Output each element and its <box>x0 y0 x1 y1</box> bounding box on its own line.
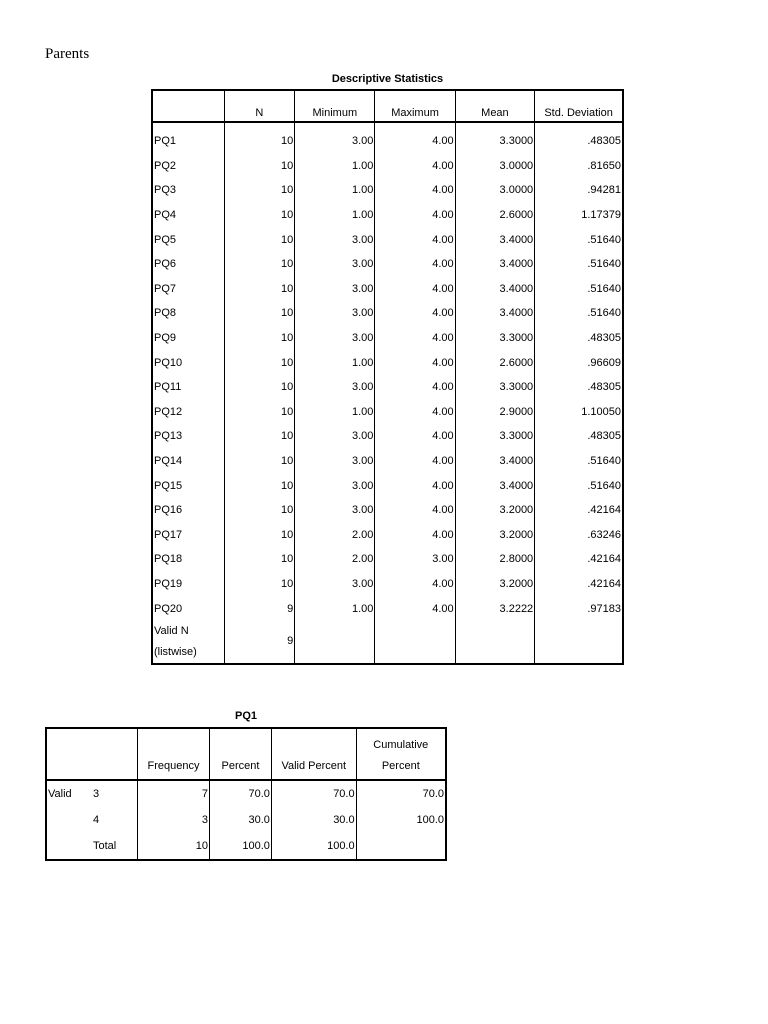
table-row <box>152 498 623 523</box>
descriptive-statistics-title: Descriptive Statistics <box>331 73 444 85</box>
row-label: PQ14 <box>154 455 183 468</box>
table-row <box>152 203 623 228</box>
table-header-row <box>46 728 446 780</box>
maximum-cell: 4.00 <box>375 178 455 203</box>
table-row <box>152 449 623 474</box>
maximum-cell: 4.00 <box>375 572 455 597</box>
minimum-cell: 3.00 <box>295 375 375 400</box>
valid-percent-cell: 30.0 <box>271 807 356 833</box>
n-cell: 10 <box>224 178 295 203</box>
valid-percent-cell: 100.0 <box>271 833 356 860</box>
n-cell: 10 <box>224 301 295 326</box>
row-label: PQ13 <box>154 430 183 443</box>
mean-cell: 3.3000 <box>455 122 535 154</box>
mean-cell: 3.4000 <box>455 301 535 326</box>
header-cell: Std. Deviation <box>535 90 623 122</box>
std-deviation-cell: 1.10050 <box>535 400 623 425</box>
mean-cell: 2.6000 <box>455 203 535 228</box>
table-row-valid-n <box>152 621 623 664</box>
n-cell: 10 <box>224 154 295 179</box>
header-percent: Percent <box>210 728 272 780</box>
table-header-row <box>152 90 623 122</box>
minimum-cell: 3.00 <box>295 424 375 449</box>
value-label: Total <box>92 840 117 852</box>
maximum-cell: 4.00 <box>375 301 455 326</box>
row-label: PQ20 <box>154 602 183 615</box>
table-cell-empty <box>455 621 535 664</box>
cumulative-percent-cell: 70.0 <box>356 780 446 807</box>
mean-cell: 3.4000 <box>455 449 535 474</box>
n-cell: 10 <box>224 122 295 154</box>
minimum-cell: 1.00 <box>295 154 375 179</box>
mean-cell: 2.8000 <box>455 547 535 572</box>
mean-cell: 3.3000 <box>455 375 535 400</box>
std-deviation-cell: .51640 <box>535 277 623 302</box>
n-cell: 10 <box>224 523 295 548</box>
mean-cell: 3.2222 <box>455 596 535 621</box>
row-label: PQ8 <box>154 307 177 320</box>
std-deviation-cell: .51640 <box>535 473 623 498</box>
table-row <box>152 572 623 597</box>
maximum-cell: 4.00 <box>375 350 455 375</box>
std-deviation-cell: .42164 <box>535 572 623 597</box>
std-deviation-cell: .42164 <box>535 498 623 523</box>
row-label: PQ12 <box>154 405 183 418</box>
n-cell: 10 <box>224 498 295 523</box>
minimum-cell: 3.00 <box>295 473 375 498</box>
minimum-cell: 3.00 <box>295 326 375 351</box>
std-deviation-cell: 1.17379 <box>535 203 623 228</box>
header-cell: Maximum <box>375 90 455 122</box>
table-cell-empty <box>295 621 375 664</box>
maximum-cell: 4.00 <box>375 523 455 548</box>
table-cell-empty <box>535 621 623 664</box>
minimum-cell: 1.00 <box>295 203 375 228</box>
minimum-cell: 3.00 <box>295 277 375 302</box>
minimum-cell: 3.00 <box>295 301 375 326</box>
n-cell: 10 <box>224 277 295 302</box>
std-deviation-cell: .48305 <box>535 424 623 449</box>
header-cell <box>152 90 224 122</box>
maximum-cell: 3.00 <box>375 547 455 572</box>
mean-cell: 3.3000 <box>455 326 535 351</box>
frequency-cell: 7 <box>137 780 209 807</box>
valid-n-label <box>152 621 224 664</box>
mean-cell: 3.4000 <box>455 252 535 277</box>
maximum-cell: 4.00 <box>375 473 455 498</box>
row-label: PQ7 <box>154 282 177 295</box>
n-cell: 10 <box>224 547 295 572</box>
page-heading: Parents <box>45 46 90 62</box>
mean-cell: 3.2000 <box>455 498 535 523</box>
minimum-cell: 1.00 <box>295 400 375 425</box>
table-row <box>152 154 623 179</box>
row-label: PQ11 <box>154 381 182 394</box>
header-cell: Mean <box>455 90 535 122</box>
std-deviation-cell: .97183 <box>535 596 623 621</box>
mean-cell: 2.9000 <box>455 400 535 425</box>
frequency-table <box>45 727 447 861</box>
group-label: Valid <box>48 788 72 800</box>
row-label: PQ9 <box>154 332 177 345</box>
row-label: PQ16 <box>154 504 183 517</box>
n-cell: 10 <box>224 424 295 449</box>
valid-n-label-line1: Valid N <box>154 624 189 637</box>
maximum-cell: 4.00 <box>375 596 455 621</box>
std-deviation-cell: .42164 <box>535 547 623 572</box>
mean-cell: 2.6000 <box>455 350 535 375</box>
minimum-cell: 3.00 <box>295 498 375 523</box>
header-valid-percent: Valid Percent <box>271 728 356 780</box>
frequency-cell: 3 <box>137 807 209 833</box>
row-label: PQ10 <box>154 356 183 369</box>
mean-cell: 3.2000 <box>455 572 535 597</box>
frequency-table-title: PQ1 <box>234 710 257 722</box>
percent-cell: 70.0 <box>210 780 272 807</box>
header-cell: Minimum <box>295 90 375 122</box>
row-label: PQ18 <box>154 553 183 566</box>
table-row <box>152 547 623 572</box>
minimum-cell: 1.00 <box>295 178 375 203</box>
header-frequency: Frequency <box>137 728 209 780</box>
row-label: PQ3 <box>154 184 177 197</box>
cumulative-percent-cell: 100.0 <box>356 807 446 833</box>
percent-cell: 100.0 <box>210 833 272 860</box>
table-row <box>152 122 623 154</box>
n-cell: 10 <box>224 350 295 375</box>
valid-n-value: 9 <box>224 621 295 664</box>
row-label: PQ19 <box>154 577 183 590</box>
table-row <box>152 301 623 326</box>
valid-n-label-line2: (listwise) <box>154 645 197 658</box>
maximum-cell: 4.00 <box>375 498 455 523</box>
std-deviation-cell: .48305 <box>535 326 623 351</box>
minimum-cell: 2.00 <box>295 547 375 572</box>
mean-cell: 3.4000 <box>455 473 535 498</box>
row-label: PQ15 <box>154 479 183 492</box>
n-cell: 10 <box>224 252 295 277</box>
minimum-cell: 3.00 <box>295 227 375 252</box>
group-label-empty <box>46 833 92 860</box>
std-deviation-cell: .96609 <box>535 350 623 375</box>
maximum-cell: 4.00 <box>375 154 455 179</box>
table-row <box>46 833 446 860</box>
maximum-cell: 4.00 <box>375 400 455 425</box>
table-row <box>152 424 623 449</box>
table-row <box>152 400 623 425</box>
n-cell: 10 <box>224 375 295 400</box>
n-cell: 10 <box>224 473 295 498</box>
maximum-cell: 4.00 <box>375 424 455 449</box>
maximum-cell: 4.00 <box>375 203 455 228</box>
row-label: PQ1 <box>154 135 177 148</box>
n-cell: 10 <box>224 449 295 474</box>
row-label: PQ4 <box>154 209 177 222</box>
minimum-cell: 3.00 <box>295 449 375 474</box>
header-cumulative-line1: Cumulative <box>373 739 429 751</box>
row-label: PQ2 <box>154 159 177 172</box>
table-row <box>152 277 623 302</box>
n-cell: 10 <box>224 326 295 351</box>
table-row <box>152 350 623 375</box>
std-deviation-cell: .81650 <box>535 154 623 179</box>
percent-cell: 30.0 <box>210 807 272 833</box>
std-deviation-cell: .51640 <box>535 449 623 474</box>
header-cumulative-percent <box>356 728 446 780</box>
minimum-cell: 3.00 <box>295 122 375 154</box>
std-deviation-cell: .51640 <box>535 252 623 277</box>
header-cell-empty <box>92 728 137 780</box>
row-label: PQ17 <box>154 528 183 541</box>
maximum-cell: 4.00 <box>375 375 455 400</box>
table-row <box>152 596 623 621</box>
table-row <box>152 375 623 400</box>
value-label: 4 <box>92 814 100 826</box>
n-cell: 10 <box>224 572 295 597</box>
mean-cell: 3.0000 <box>455 178 535 203</box>
valid-percent-cell: 70.0 <box>271 780 356 807</box>
std-deviation-cell: .51640 <box>535 301 623 326</box>
mean-cell: 3.2000 <box>455 523 535 548</box>
cumulative-percent-cell <box>356 833 446 860</box>
table-row <box>46 780 446 807</box>
n-cell: 10 <box>224 227 295 252</box>
table-row <box>152 473 623 498</box>
table-row <box>46 807 446 833</box>
table-row <box>152 326 623 351</box>
header-cell: N <box>224 90 295 122</box>
table-row <box>152 178 623 203</box>
std-deviation-cell: .48305 <box>535 122 623 154</box>
maximum-cell: 4.00 <box>375 122 455 154</box>
table-cell-empty <box>375 621 455 664</box>
minimum-cell: 3.00 <box>295 572 375 597</box>
maximum-cell: 4.00 <box>375 449 455 474</box>
minimum-cell: 3.00 <box>295 252 375 277</box>
n-cell: 9 <box>224 596 295 621</box>
row-label: PQ6 <box>154 258 177 271</box>
minimum-cell: 2.00 <box>295 523 375 548</box>
n-cell: 10 <box>224 203 295 228</box>
maximum-cell: 4.00 <box>375 326 455 351</box>
minimum-cell: 1.00 <box>295 596 375 621</box>
minimum-cell: 1.00 <box>295 350 375 375</box>
mean-cell: 3.4000 <box>455 277 535 302</box>
std-deviation-cell: .51640 <box>535 227 623 252</box>
std-deviation-cell: .48305 <box>535 375 623 400</box>
descriptive-statistics-table <box>151 89 624 665</box>
header-cell-empty <box>46 728 92 780</box>
maximum-cell: 4.00 <box>375 252 455 277</box>
mean-cell: 3.4000 <box>455 227 535 252</box>
header-cumulative-line2: Percent <box>381 760 420 772</box>
table-row <box>152 523 623 548</box>
std-deviation-cell: .94281 <box>535 178 623 203</box>
mean-cell: 3.3000 <box>455 424 535 449</box>
maximum-cell: 4.00 <box>375 227 455 252</box>
value-label: 3 <box>92 788 100 800</box>
frequency-cell: 10 <box>137 833 209 860</box>
group-label-empty <box>46 807 92 833</box>
n-cell: 10 <box>224 400 295 425</box>
row-label: PQ5 <box>154 233 177 246</box>
table-row <box>152 252 623 277</box>
std-deviation-cell: .63246 <box>535 523 623 548</box>
table-row <box>152 227 623 252</box>
mean-cell: 3.0000 <box>455 154 535 179</box>
maximum-cell: 4.00 <box>375 277 455 302</box>
